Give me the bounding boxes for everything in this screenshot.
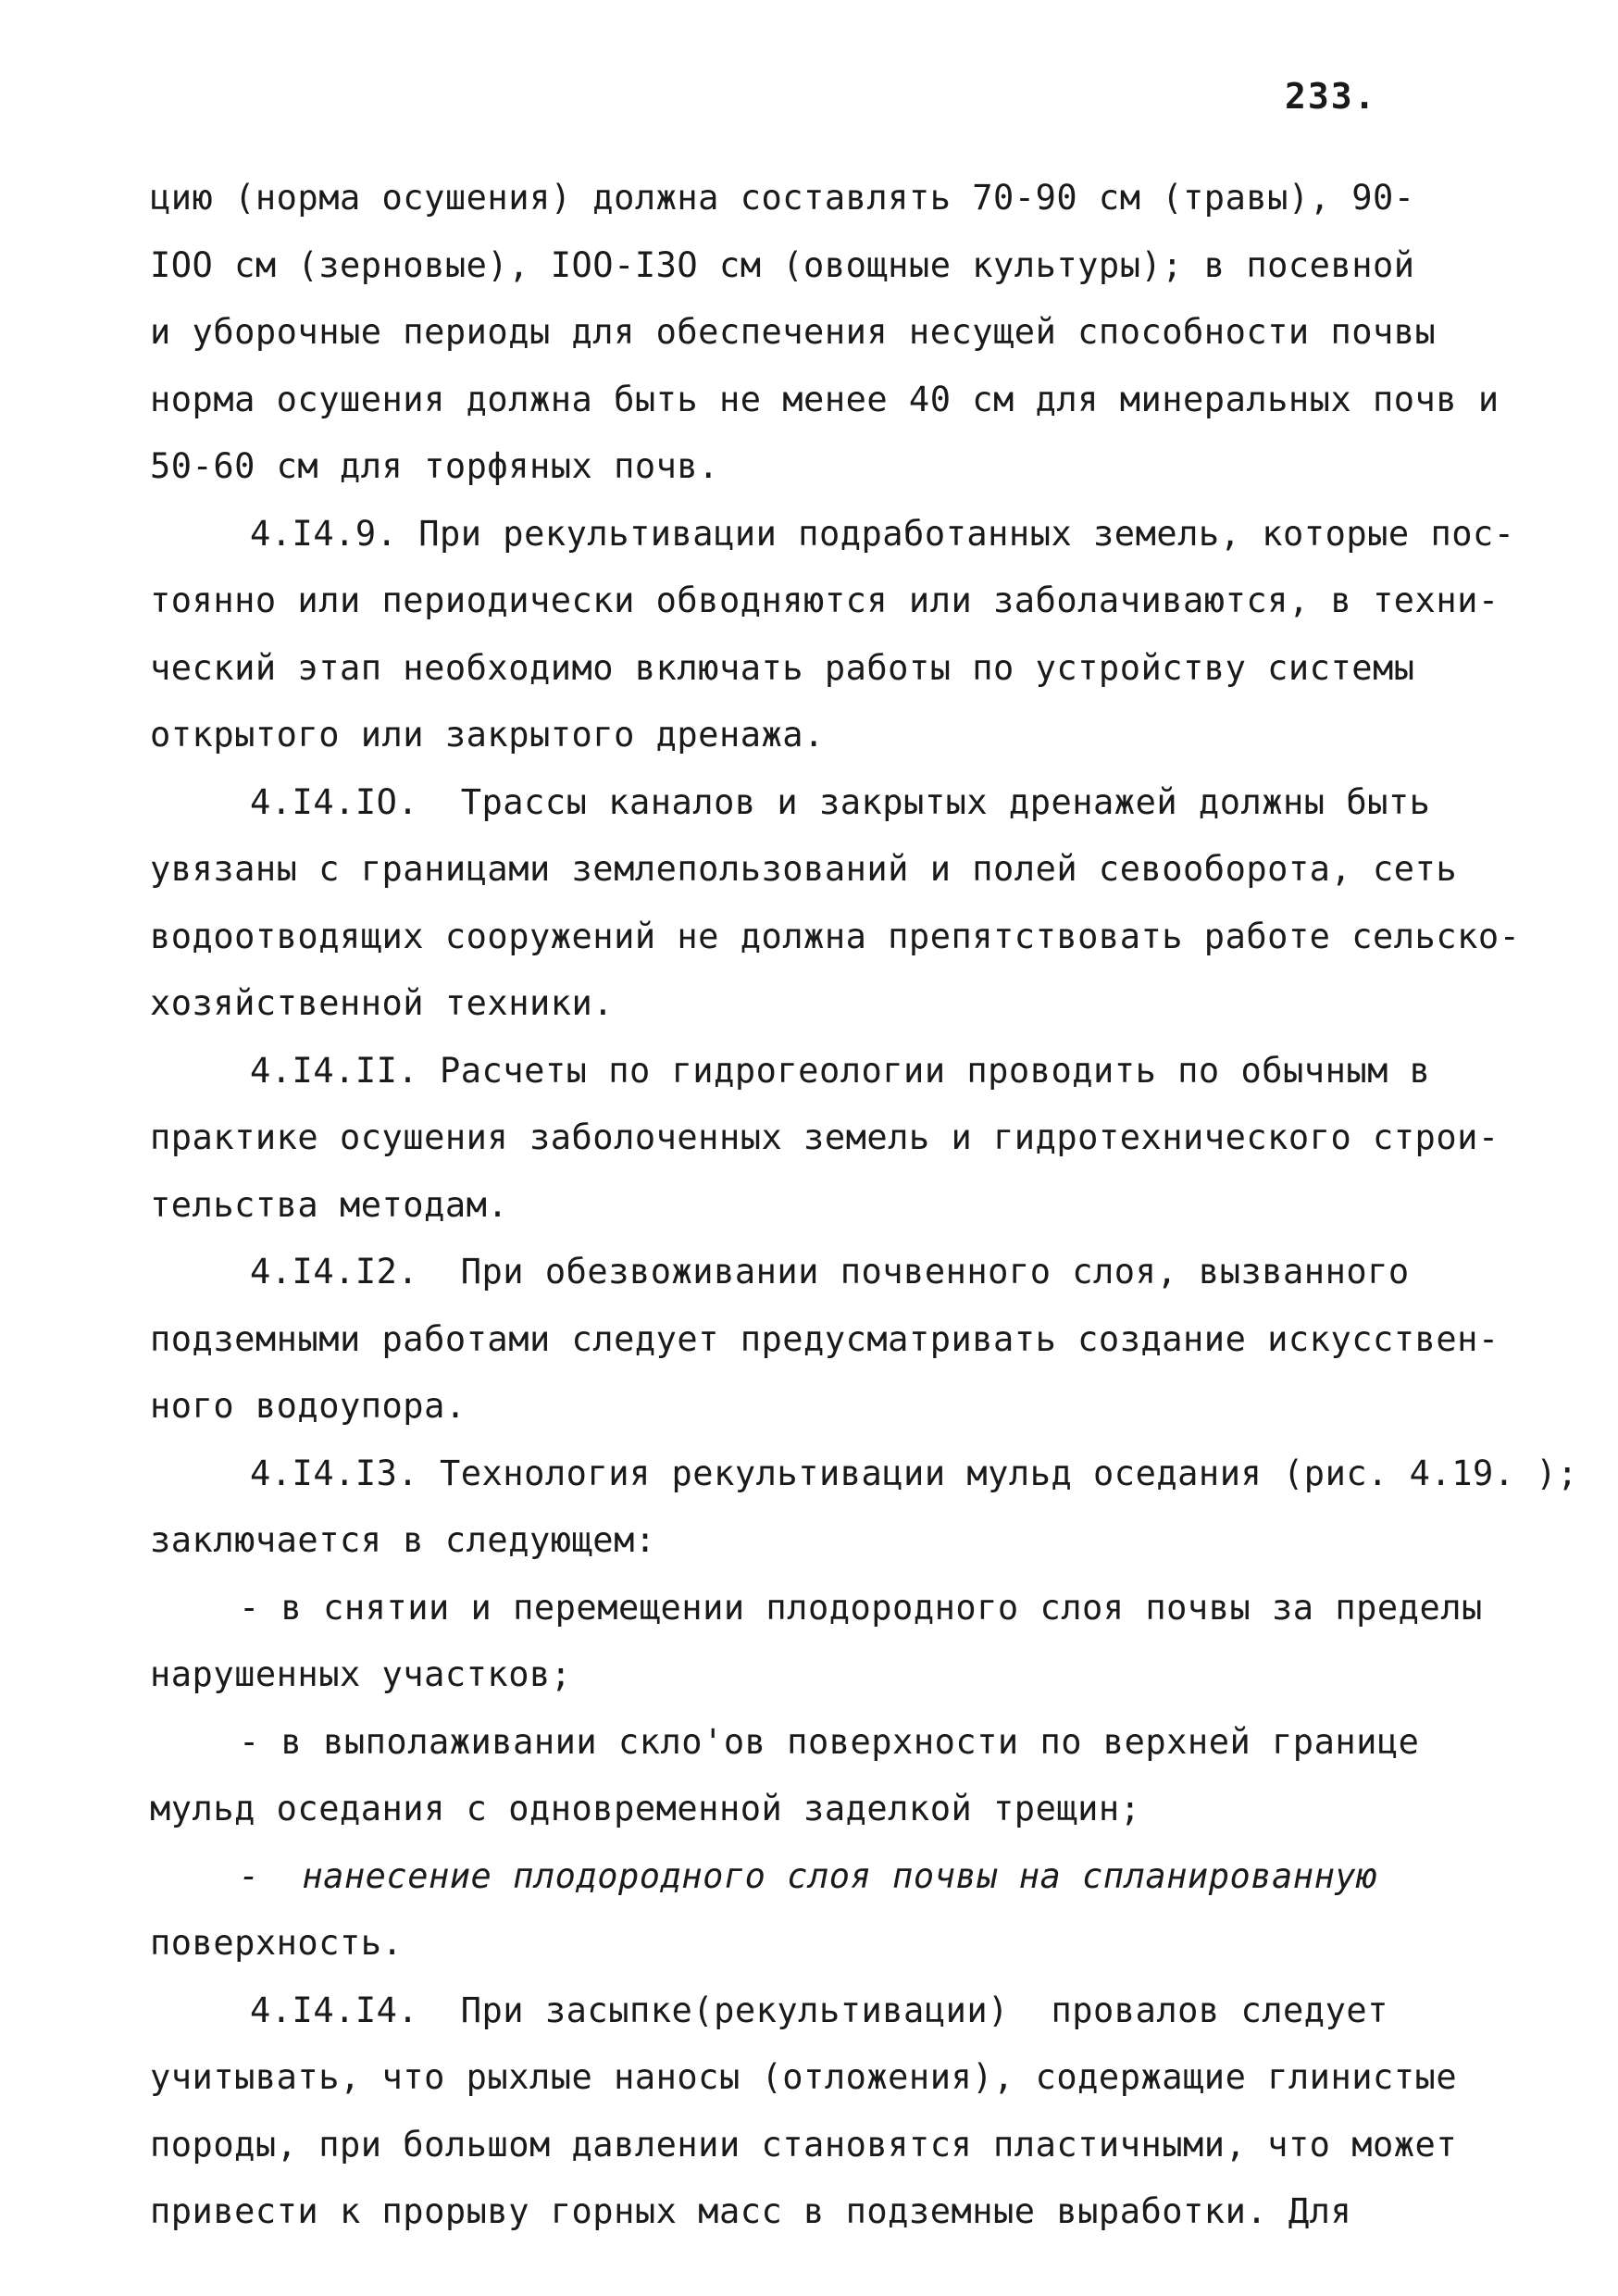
list-item: - в снятии и перемещении плодородного слоя почвы за пределы bbox=[239, 1587, 1483, 1628]
paragraph-heading-4-14-12: 4.I4.I2. При обезвоживании почвенного слоя, вызванного bbox=[250, 1252, 1410, 1292]
text-line: мульд оседания с одновременной заделкой трещин; bbox=[150, 1789, 1141, 1828]
page-number: 233. bbox=[1285, 76, 1377, 117]
text-line: подземными работами следует предусматривать создание искусствен- bbox=[150, 1318, 1500, 1359]
text-line: нарушенных участков; bbox=[150, 1654, 572, 1694]
paragraph-heading-4-14-10: 4.I4.IO. Трассы каналов и закрытых дренажей должны быть bbox=[250, 781, 1431, 822]
text-line: 50-60 см для торфяных почв. bbox=[150, 446, 719, 486]
text-line: заключается в следующем: bbox=[150, 1520, 656, 1560]
text-line: породы, при большом давлении становятся пластичными, что может bbox=[150, 2124, 1458, 2165]
text-line: IOO см (зерновые), IOO-I3O см (овощные культуры); в посевной bbox=[150, 244, 1415, 285]
paragraph-heading-4-14-13: 4.I4.I3. Технология рекультивации мульд оседания (рис. 4.19. ); bbox=[250, 1453, 1578, 1493]
text-line: тельства методам. bbox=[150, 1184, 509, 1225]
text-line: хозяйственной техники. bbox=[150, 983, 615, 1023]
paragraph-heading-4-14-9: 4.I4.9. При рекультивации подработанных земель, которые пос- bbox=[250, 513, 1515, 554]
text-line: практике осушения заболоченных земель и гидротехнического строи- bbox=[150, 1117, 1500, 1157]
text-line: цию (норма осушения) должна составлять 70-90 см (травы), 90- bbox=[150, 178, 1415, 218]
text-line: увязаны с границами землепользований и полей севооборота, сеть bbox=[150, 849, 1458, 889]
text-line: норма осушения должна быть не менее 40 см для минеральных почв и bbox=[150, 379, 1500, 419]
text-line: ческий этап необходимо включать работы по устройству системы bbox=[150, 647, 1415, 688]
body-text bbox=[150, 165, 1578, 2246]
paragraph-heading-4-14-14: 4.I4.I4. При засыпке(рекультивации) провалов следует bbox=[250, 1990, 1388, 2030]
text-line: водоотводящих сооружений не должна препятствовать работе сельско- bbox=[150, 916, 1521, 956]
text-line: привести к прорыву горных масс в подземные выработки. Для bbox=[150, 2191, 1352, 2231]
list-item: - в выполаживании скло'ов поверхности по верхней границе bbox=[239, 1721, 1420, 1762]
list-item: - нанесение плодородного слоя почвы на спланированную bbox=[239, 1855, 1377, 1896]
text-line: тоянно или периодически обводняются или заболачиваются, в техни- bbox=[150, 580, 1500, 620]
text-line: ного водоупора. bbox=[150, 1386, 467, 1426]
text-line: учитывать, что рыхлые наносы (отложения), содержащие глинистые bbox=[150, 2057, 1458, 2097]
text-line: открытого или закрытого дренажа. bbox=[150, 715, 825, 755]
text-line: и уборочные периоды для обеспечения несущей способности почвы bbox=[150, 312, 1437, 352]
paragraph-heading-4-14-11: 4.I4.II. Расчеты по гидрогеологии проводить по обычным в bbox=[250, 1050, 1431, 1091]
text-line: поверхность. bbox=[150, 1923, 404, 1963]
